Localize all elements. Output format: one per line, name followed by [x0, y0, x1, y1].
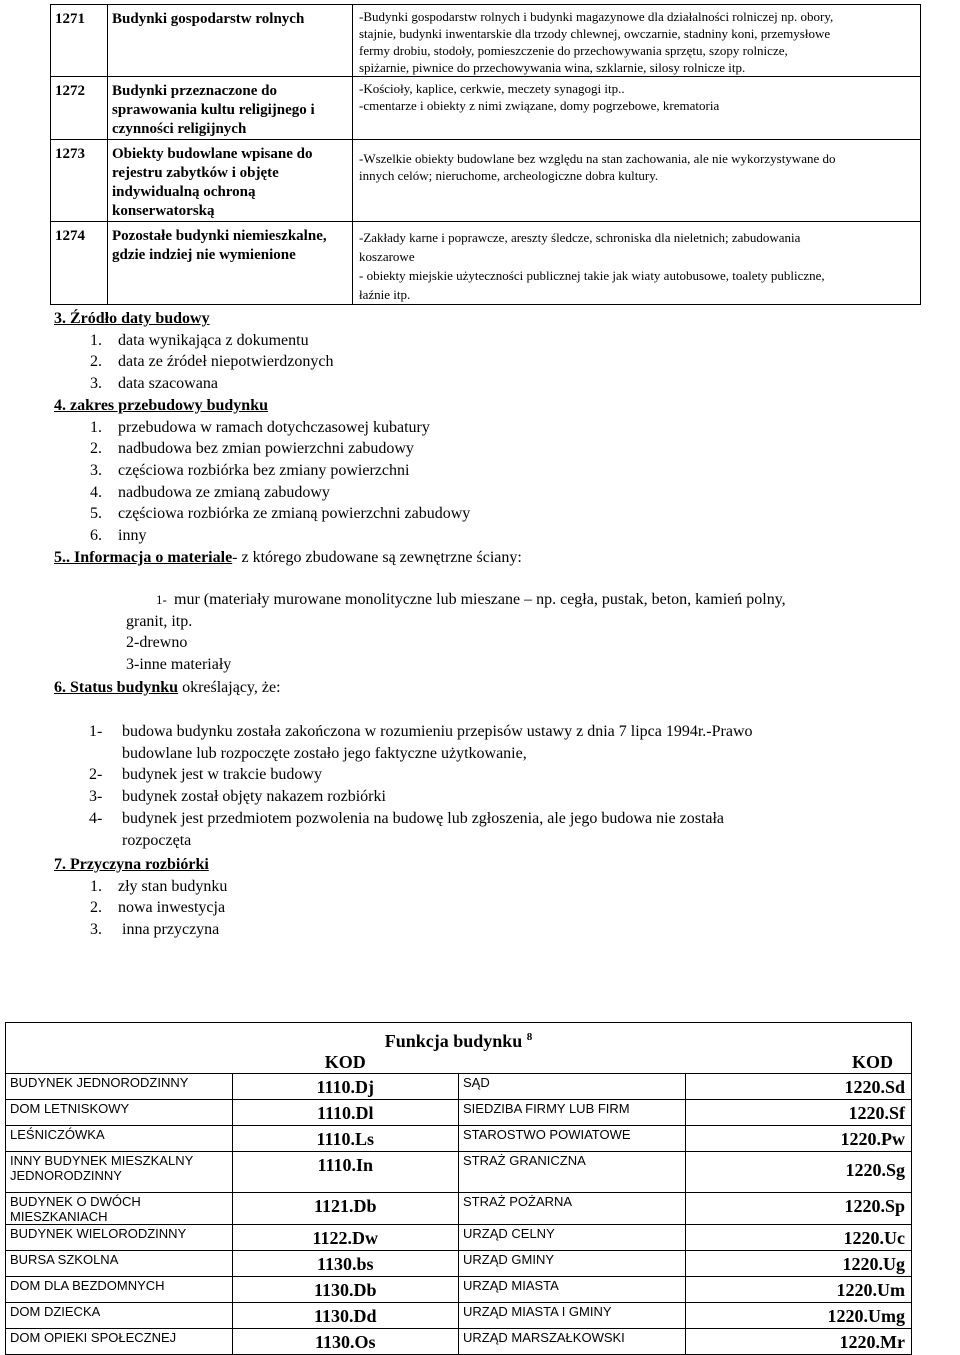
item-text: nowa inwestycja: [118, 899, 226, 917]
function-name: SĄD: [459, 1074, 686, 1100]
function-code: 1220.Um: [685, 1277, 912, 1303]
column-header-kod: KOD: [232, 1051, 459, 1074]
item-text-continued: granit, itp.: [126, 612, 193, 630]
list-item: [54, 503, 934, 525]
footnote-marker: 8: [526, 1031, 533, 1043]
function-name: DOM OPIEKI SPOŁECZNEJ: [6, 1329, 233, 1355]
description-line: stajnie, budynki inwentarskie dla trzody chlewnej, owczarnie, stadniny koni, przemysłowe: [359, 26, 831, 41]
item-text: budynek został objęty nakazem rozbiórki: [122, 788, 386, 806]
table-row: [6, 1303, 912, 1329]
list-item: [54, 919, 934, 941]
item-text: przebudowa w ramach dotychczasowej kubatury: [118, 418, 430, 436]
table-row: [51, 77, 921, 140]
list-item: [126, 589, 926, 611]
function-code: 1110.Dl: [232, 1100, 459, 1126]
section-demolition-reason: [54, 854, 934, 941]
description-line: innych celów; nieruchome, archeologiczne dobra kultury.: [359, 168, 659, 183]
column-header-kod: KOD: [685, 1051, 912, 1074]
list-item: 2-drewno: [126, 634, 188, 652]
table-row: [6, 1251, 912, 1277]
category-name: Budynki przeznaczone do sprawowania kultu religijnego i czynności religijnych: [108, 77, 353, 140]
function-code: 1220.Sg: [685, 1152, 912, 1193]
description-line: -Budynki gospodarstw rolnych i budynki magazynowe dla działalności rolniczej np. obory,: [359, 9, 834, 24]
section-heading: 5.. Informacja o materiale: [54, 548, 233, 566]
function-code: 1110.Dj: [232, 1074, 459, 1100]
function-code: 1110.In: [232, 1152, 459, 1193]
function-code: 1130.bs: [232, 1251, 459, 1277]
section-heading-rest: - z którego zbudowane są zewnętrzne ściany:: [232, 548, 522, 566]
function-name: BUDYNEK WIELORODZINNY: [6, 1225, 233, 1251]
building-category-table: [50, 4, 921, 305]
description-line: łaźnie itp.: [359, 287, 411, 302]
item-text: nadbudowa bez zmian powierzchni zabudowy: [118, 440, 414, 458]
list-item: [54, 351, 934, 373]
item-number: 3.: [90, 375, 102, 393]
item-number: 3-: [89, 788, 103, 806]
item-text: data wynikająca z dokumentu: [118, 331, 309, 349]
item-text: inna przyczyna: [118, 921, 220, 939]
item-number: 2.: [90, 440, 102, 458]
list-item: [54, 482, 934, 504]
table-row: [6, 1225, 912, 1251]
function-code: 1130.Dd: [232, 1303, 459, 1329]
list-item: [54, 897, 934, 919]
building-status-list: [89, 721, 929, 851]
section-heading: 6. Status budynku: [54, 679, 179, 696]
table-row: [6, 1074, 912, 1100]
list-item: [54, 876, 934, 898]
list-item: [54, 417, 934, 439]
list-item: [54, 525, 934, 547]
function-name: URZĄD GMINY: [459, 1251, 686, 1277]
function-code: 1130.Db: [232, 1277, 459, 1303]
section-building-status: [54, 677, 934, 699]
list-item: [54, 373, 934, 395]
function-code: 1220.Sf: [685, 1100, 912, 1126]
table-row: [51, 222, 921, 305]
item-text: zły stan budynku: [118, 877, 228, 895]
function-name: DOM DLA BEZDOMNYCH: [6, 1277, 233, 1303]
description-line: fermy drobiu, stodoły, pomieszczenie do przechowywania sprzętu, szopy rolnicze,: [359, 43, 788, 58]
item-text: budynek jest w trakcie budowy: [122, 766, 322, 784]
category-name: Obiekty budowlane wpisane do rejestru zabytków i objęte indywidualną ochroną konserwatorską: [108, 140, 353, 222]
list-item: [89, 786, 929, 808]
table-caption: [6, 1023, 912, 1052]
item-number: 1.: [90, 331, 102, 349]
function-name: URZĄD CELNY: [459, 1225, 686, 1251]
function-name: LEŚNICZÓWKA: [6, 1126, 233, 1152]
function-code: 1220.Pw: [685, 1126, 912, 1152]
category-code: 1272: [51, 77, 108, 140]
function-name: SIEDZIBA FIRMY LUB FIRM: [459, 1100, 686, 1126]
item-text: data ze źródeł niepotwierdzonych: [118, 353, 334, 371]
section-heading-rest: określający, że:: [178, 679, 281, 696]
item-number: 1.: [90, 418, 102, 436]
function-code: 1130.Os: [232, 1329, 459, 1355]
category-description: [353, 140, 921, 222]
table-row: [6, 1126, 912, 1152]
build-date-source-list: [54, 330, 934, 395]
table-row: [51, 140, 921, 222]
function-code: 1220.Ug: [685, 1251, 912, 1277]
section-heading: 3. Źródło daty budowy: [54, 310, 210, 327]
table-caption-row: [6, 1023, 912, 1052]
table-header-row: [6, 1051, 912, 1074]
function-name: URZĄD MARSZAŁKOWSKI: [459, 1329, 686, 1355]
item-number: 3.: [90, 461, 102, 479]
function-name: BUDYNEK O DWÓCH MIESZKANIACH: [6, 1193, 233, 1225]
item-text: budowa budynku została zakończona w rozumieniu przepisów ustawy z dnia 7 lipca 1994r.-Prawo: [122, 723, 753, 740]
table-row: [6, 1100, 912, 1126]
item-text: nadbudowa ze zmianą zabudowy: [118, 483, 330, 501]
function-name: STRAŻ GRANICZNA: [459, 1152, 686, 1193]
list-item: [54, 330, 934, 352]
list-item: [89, 721, 929, 764]
caption-text: Funkcja budynku: [384, 1031, 523, 1051]
list-item: [54, 438, 934, 460]
item-text: częściowa rozbiórka ze zmianą powierzchni zabudowy: [118, 505, 471, 523]
category-description: [353, 77, 921, 140]
section-heading: 4. zakres przebudowy budynku: [54, 396, 268, 414]
item-text: budynek jest przedmiotem pozwolenia na budowę lub zgłoszenia, ale jego budowa nie została: [122, 809, 725, 827]
item-number: 1.: [90, 877, 102, 895]
function-code: 1220.Sd: [685, 1074, 912, 1100]
table-row: [6, 1277, 912, 1303]
demolition-reason-list: [54, 876, 934, 941]
function-name: STRAŻ POŻARNA: [459, 1193, 686, 1225]
list-item: [89, 764, 929, 786]
function-name: DOM LETNISKOWY: [6, 1100, 233, 1126]
material-heading: [54, 547, 934, 569]
list-item: [54, 460, 934, 482]
category-code: 1273: [51, 140, 108, 222]
item-number: 3.: [90, 921, 102, 939]
rebuild-scope-list: [54, 417, 934, 547]
item-number: 2.: [90, 899, 102, 917]
category-description: [353, 222, 921, 305]
item-number: 1-: [89, 723, 103, 740]
item-number: 2-: [89, 766, 103, 784]
function-name: INNY BUDYNEK MIESZKALNY JEDNORODZINNY: [6, 1152, 233, 1193]
status-heading: [54, 677, 934, 699]
function-code: 1110.Ls: [232, 1126, 459, 1152]
table-row: [51, 5, 921, 77]
item-text: częściowa rozbiórka bez zmiany powierzchni: [118, 461, 410, 479]
function-code: 1121.Db: [232, 1193, 459, 1225]
item-text: inny: [118, 527, 147, 545]
description-line: spiżarnie, piwnice do przechowywania wina, szklarnie, silosy rolnicze itp.: [359, 60, 746, 75]
list-item: [89, 808, 929, 851]
function-name: URZĄD MIASTA: [459, 1277, 686, 1303]
section-build-date-source: [54, 308, 934, 568]
category-code: 1274: [51, 222, 108, 305]
function-code: 1122.Dw: [232, 1225, 459, 1251]
material-list: [126, 589, 926, 676]
building-function-table: [5, 1022, 912, 1355]
item-text: budowlane lub rozpoczęte zostało jego faktyczne użytkowanie,: [122, 744, 527, 762]
category-name: Budynki gospodarstw rolnych: [108, 5, 353, 77]
function-code: 1220.Umg: [685, 1303, 912, 1329]
function-name: BUDYNEK JEDNORODZINNY: [6, 1074, 233, 1100]
description-line: - obiekty miejskie użyteczności publicznej takie jak wiaty autobusowe, toalety publiczne,: [359, 268, 825, 283]
function-code: 1220.Mr: [685, 1329, 912, 1355]
item-number: 2.: [90, 353, 102, 371]
description-line: -Kościoły, kaplice, cerkwie, meczety synagogi itp..: [359, 81, 625, 96]
function-name: DOM DZIECKA: [6, 1303, 233, 1329]
item-number: 4-: [89, 809, 103, 827]
item-number: 5.: [90, 505, 102, 523]
item-text: data szacowana: [118, 375, 218, 393]
description-line: -cmentarze i obiekty z nimi związane, domy pogrzebowe, krematoria: [359, 98, 720, 113]
function-code: 1220.Uc: [685, 1225, 912, 1251]
description-line: -Zakłady karne i poprawcze, areszty śledcze, schroniska dla nieletnich; zabudowania: [359, 230, 801, 245]
description-line: -Wszelkie obiekty budowlane bez względu na stan zachowania, ale nie wykorzystywane do: [359, 151, 836, 166]
category-code: 1271: [51, 5, 108, 77]
table-row: [6, 1329, 912, 1355]
category-name: Pozostałe budynki niemieszkalne, gdzie indziej nie wymienione: [108, 222, 353, 305]
function-name: BURSA SZKOLNA: [6, 1251, 233, 1277]
section-heading: 7. Przyczyna rozbiórki: [54, 856, 209, 873]
category-description: [353, 5, 921, 77]
item-text: mur (materiały murowane monolityczne lub mieszane – np. cegła, pustak, beton, kamień polny,: [174, 591, 786, 608]
table-row: [6, 1152, 912, 1193]
table-row: [6, 1193, 912, 1225]
item-number: 6.: [90, 527, 102, 545]
function-name: STAROSTWO POWIATOWE: [459, 1126, 686, 1152]
function-name: URZĄD MIASTA I GMINY: [459, 1303, 686, 1329]
description-line: koszarowe: [359, 249, 415, 264]
item-text: rozpoczęta: [122, 831, 192, 849]
list-item: 3-inne materiały: [126, 656, 232, 674]
item-number: 4.: [90, 483, 102, 501]
item-number: 1-: [156, 592, 167, 607]
function-code: 1220.Sp: [685, 1193, 912, 1225]
